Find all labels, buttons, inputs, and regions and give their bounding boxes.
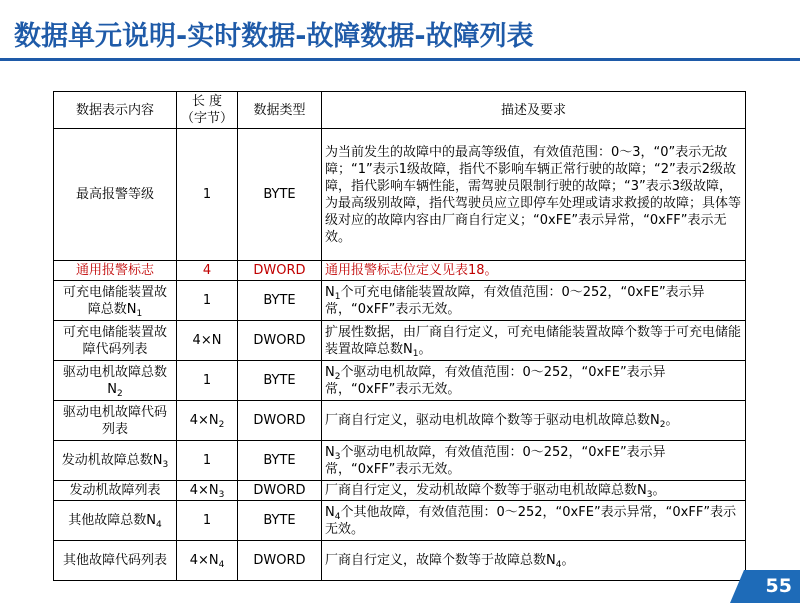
length-text: 1: [202, 373, 212, 388]
cell-content-name: [54, 321, 177, 361]
data-type-text: BYTE: [263, 373, 296, 388]
length-text: 4×N: [189, 553, 219, 568]
description-text: 厂商自行定义，发动机故障个数等于驱动电机故障总数N: [325, 483, 647, 498]
cell-data-type: [238, 281, 322, 321]
content-name-subscript: 1: [136, 308, 143, 319]
table-header-row: [54, 92, 746, 129]
content-name-text: 发动机故障总数N: [61, 453, 163, 468]
header-length: 长 度（字节）: [177, 92, 238, 129]
description-tail: 。: [652, 483, 666, 498]
data-type-text: BYTE: [263, 453, 296, 468]
description-subscript: 1: [334, 291, 341, 302]
length-subscript: 3: [218, 490, 225, 500]
table-row: [54, 541, 746, 581]
cell-description: [322, 321, 746, 361]
description-tail: 个可充电储能装置故障，有效值范围：0～252，“0xFE”表示异常，“0xFF”表示无效。: [325, 284, 705, 317]
length-text: 4×N: [189, 483, 219, 498]
table-row: [54, 441, 746, 481]
cell-data-type: [238, 321, 322, 361]
cell-content-name: [54, 129, 177, 261]
cell-length: [177, 361, 238, 401]
cell-description: [322, 281, 746, 321]
length-subscript: 4: [218, 560, 225, 570]
cell-description: [322, 541, 746, 581]
description-tail: 。: [665, 413, 679, 428]
length-subscript: 2: [218, 420, 225, 430]
cell-content-name: [54, 281, 177, 321]
description-text: 扩展性数据，由厂商自行定义，可充电储能装置故障个数等于可充电储能装置故障总数N: [325, 324, 742, 357]
cell-content-name: [54, 541, 177, 581]
table-row: [54, 129, 746, 261]
cell-data-type: [238, 481, 322, 501]
content-name-text: 其他故障代码列表: [62, 553, 167, 568]
title-divider: [0, 58, 800, 61]
content-name-text: 最高报警等级: [75, 187, 154, 202]
content-name-text: 发动机故障列表: [69, 483, 161, 498]
table-row: [54, 261, 746, 281]
description-tail: 。: [561, 553, 575, 568]
content-name-text: 驱动电机故障代码列表: [62, 404, 167, 437]
cell-data-type: [238, 501, 322, 541]
content-name-subscript: 2: [117, 388, 123, 399]
data-type-text: DWORD: [253, 263, 306, 278]
description-tail: 个驱动电机故障，有效值范围：0～252，“0xFE”表示异常，“0xFF”表示无效。: [325, 364, 666, 397]
description-tail: 个驱动电机故障，有效值范围：0～252，“0xFE”表示异常，“0xFF”表示无效。: [325, 444, 666, 477]
data-type-text: BYTE: [263, 293, 296, 308]
cell-content-name: [54, 501, 177, 541]
cell-data-type: [238, 441, 322, 481]
description-subscript: 2: [659, 420, 666, 430]
description-text: 厂商自行定义，驱动电机故障个数等于驱动电机故障总数N: [325, 413, 660, 428]
table-row: [54, 481, 746, 501]
cell-data-type: [238, 361, 322, 401]
content-name-text: 可充电储能装置故障总数N: [62, 284, 167, 317]
description-text: 通用报警标志位定义见表18。: [325, 263, 498, 278]
page-number-corner: [730, 570, 744, 603]
cell-length: [177, 481, 238, 501]
cell-description: [322, 361, 746, 401]
content-name-text: 其他故障总数N: [68, 513, 156, 528]
description-text: N: [325, 284, 335, 300]
cell-length: [177, 401, 238, 441]
cell-length: [177, 261, 238, 281]
cell-content-name: [54, 481, 177, 501]
description-text: N: [325, 444, 335, 460]
table-row: [54, 501, 746, 541]
cell-length: [177, 541, 238, 581]
content-name-subscript: 3: [162, 460, 169, 470]
cell-description: [322, 261, 746, 281]
header-description: 描述及要求: [322, 92, 746, 129]
table-row: [54, 361, 746, 401]
description-subscript: 4: [334, 511, 341, 522]
description-subscript: 3: [646, 490, 653, 500]
description-text: 厂商自行定义，故障个数等于故障总数N: [325, 553, 556, 568]
page-title: 数据单元说明-实时数据-故障数据-故障列表: [14, 21, 534, 52]
length-text: 1: [202, 513, 212, 528]
length-text: 1: [202, 453, 212, 468]
data-type-text: BYTE: [263, 513, 296, 528]
description-text: N: [325, 504, 335, 520]
cell-length: [177, 321, 238, 361]
data-type-text: DWORD: [253, 333, 306, 348]
page-number: 55: [744, 570, 800, 603]
cell-description: [322, 401, 746, 441]
cell-content-name: [54, 261, 177, 281]
cell-length: [177, 441, 238, 481]
data-type-text: DWORD: [253, 413, 306, 428]
content-name-text: 通用报警标志: [75, 263, 154, 278]
content-name-text: 驱动电机故障总数N: [62, 364, 167, 397]
cell-description: [322, 481, 746, 501]
length-text: 1: [202, 187, 212, 202]
description-subscript: 3: [334, 451, 341, 462]
cell-data-type: [238, 129, 322, 261]
description-text: N: [325, 364, 335, 380]
length-text: 1: [202, 293, 212, 308]
data-type-text: DWORD: [253, 553, 306, 568]
cell-data-type: [238, 541, 322, 581]
length-text: 4×N: [192, 333, 222, 348]
cell-data-type: [238, 261, 322, 281]
length-text: 4×N: [189, 413, 219, 428]
cell-content-name: [54, 361, 177, 401]
length-text: 4: [202, 263, 212, 278]
header-content: 数据表示内容: [54, 92, 177, 129]
description-tail: 。: [418, 341, 432, 357]
fault-data-table: [53, 91, 746, 581]
cell-content-name: [54, 441, 177, 481]
description-subscript: 4: [555, 560, 562, 570]
header-type: 数据类型: [238, 92, 322, 129]
description-subscript: 1: [412, 348, 419, 359]
cell-description: [322, 129, 746, 261]
description-text: 为当前发生的故障中的最高等级值，有效值范围：0～3，“0”表示无故障；“1”表示1级故障，指代不影响车辆正常行驶的故障；“2”表示2级故障，指代影响车辆性能，需驾驶员限制行驶的故障；“3”表示3级故障，为最高级别故障，指代驾驶员应立即停车处理或请求救援的故障；具体等级对应的故障内容由厂商自行定义；“0xFE”表示异常，“0xFF”表示无效。: [325, 144, 742, 245]
cell-length: [177, 501, 238, 541]
cell-description: [322, 501, 746, 541]
table-row: [54, 401, 746, 441]
cell-length: [177, 129, 238, 261]
table-row: [54, 321, 746, 361]
table-row: [54, 281, 746, 321]
cell-length: [177, 281, 238, 321]
cell-data-type: [238, 401, 322, 441]
cell-description: [322, 441, 746, 481]
content-name-text: 可充电储能装置故障代码列表: [62, 324, 167, 357]
cell-content-name: [54, 401, 177, 441]
description-tail: 个其他故障，有效值范围：0～252，“0xFE”表示异常，“0xFF”表示无效。: [325, 504, 737, 537]
data-type-text: BYTE: [263, 187, 296, 202]
description-subscript: 2: [334, 371, 341, 382]
content-name-subscript: 4: [156, 520, 162, 530]
data-type-text: DWORD: [253, 483, 306, 498]
